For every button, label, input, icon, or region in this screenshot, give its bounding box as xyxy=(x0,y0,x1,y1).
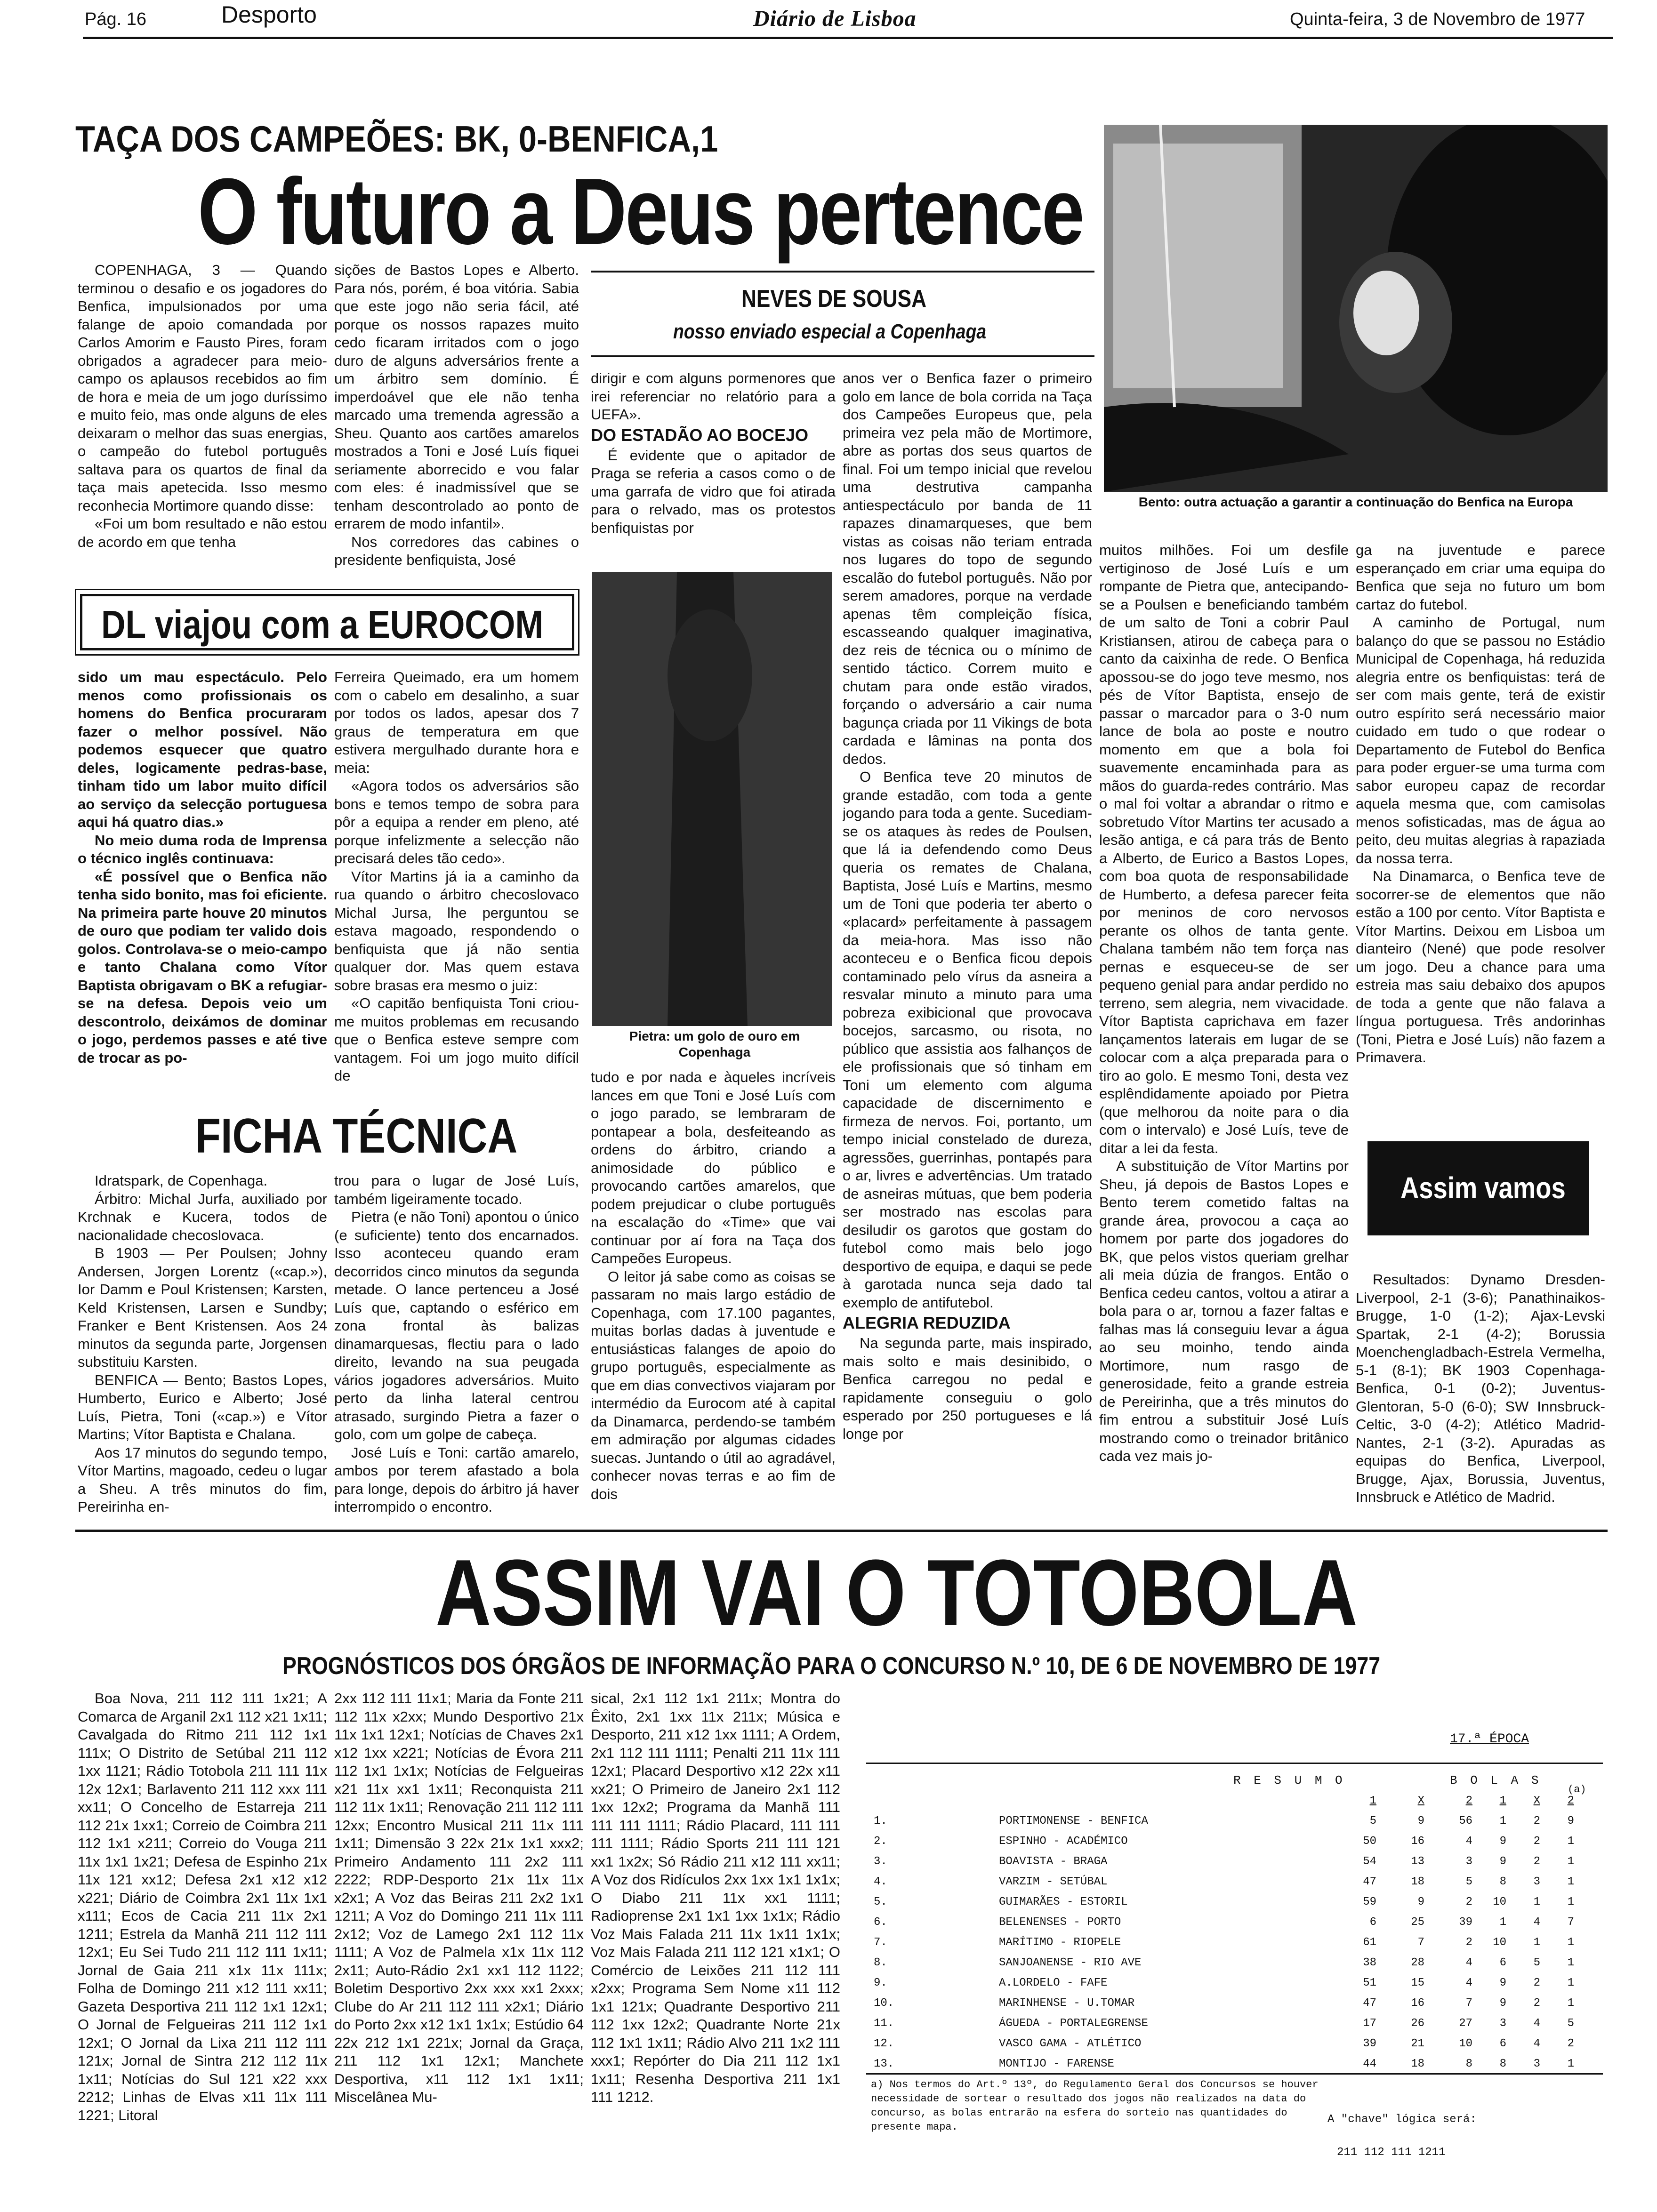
paragraph: É evidente que o apitador de Praga se referia a casos como o de uma garrafa de vidro que foi atirada para o relvado, mas os protestos benfiquistas por xyxy=(591,447,836,536)
header-note-a: (a) xyxy=(1568,1784,1586,1795)
bolas-value: 9 xyxy=(1499,1835,1506,1848)
resumo-value: 56 xyxy=(1459,1815,1472,1827)
table-row xyxy=(871,1973,1577,1993)
paragraph: Boa Nova, 211 112 111 1x21; A Comarca de Arganil 2x1 112 x21 1x11; Cavalgada do Ritmo 211 112 1x1 111x; O Distrito de Setúbal 211 112 1xx 1121; Rádio Totobola 211 111 11x 12x 12x1; Barlavento 211 112 xxx 111 xx11; O Concelho de Estarreja 211 112 21x 1xx1; Correio de Coimbra 211 112 1x1 x211; Correio do Vouga 211 11x 1x1 1x21; Defesa de Espinho 21x 11x 121 xx12; Defesa 2x1 x12 x12 x221; Diário de Coimbra 2x1 11x 1x1 x111; Ecos de Cacia 211 11x 2x1 1211; Estrela da Manhã 211 112 111 12x1; Eu Sei Tudo 211 112 111 1x11; Jornal de Gaia 211 x1x 11x 111x; Folha de Domingo 211 x12 111 xx11; Gazeta Desportiva 211 112 1x1 12x1; O Jornal de Felgueiras 211 112 1x1 12x1; O Jornal da Lixa 211 112 111 121x; Jornal de Sintra 212 112 11x 1x11; Notícias do Sul 121 x22 xxx 2212; Linhas de Elvas x11 11x 111 1221; Litoral xyxy=(78,1690,327,2124)
bolas-value: 1 xyxy=(1567,1855,1574,1868)
paragraph: anos ver o Benfica fazer o primeiro golo em lance de bola corrida na Taça dos Campeões Europeus que, pela primeira vez pela mão de Mortimore, abre as portas dos seus quartos de final. Foi um tempo inicial que revelou uma destrutiva campanha antiespectáculo por banda de 11 rapazes dinamarqueses, que bem vistas as coisas não teriam entrada nos lugares do topo de segundo escalão do futebol português. Não por serem amadores, porque na verdade apenas têm compleição física, escasseando qualquer imaginativa, dez reis de técnica ou o mínimo de sentido táctico. Correm muito e chutam para onde estão virados, forçando o adversário a cair numa bagunça criada por 11 Vikings de bota cardada e lâminas na ponta dos dedos. xyxy=(843,370,1092,767)
pietra-photo xyxy=(592,572,832,1026)
byline-role: nosso enviado especial a Copenhaga xyxy=(673,320,987,343)
bolas-value: 9 xyxy=(1499,1977,1506,1989)
ficha-title: FICHA TÉCNICA xyxy=(195,1109,518,1163)
bolas-value: 5 xyxy=(1533,1956,1540,1969)
match-name: PORTIMONENSE - BENFICA xyxy=(999,1815,1148,1827)
paragraph: Na segunda parte, mais inspirado, mais solto e mais desinibido, o Benfica carregou no pedal e rapidamente conseguiu o golo esperado por 250 portugueses e lá longe por xyxy=(843,1335,1092,1442)
match-name: SANJOANENSE - RIO AVE xyxy=(999,1956,1142,1969)
paragraph: Árbitro: Michal Jurfa, auxiliado por Krchnak e Kucera, todos de nacionalidade checoslovaca. xyxy=(78,1190,327,1243)
paragraph: José Luís e Toni: cartão amarelo, ambos por terem afastado a bola para longe, depois do árbitro já haver interrompido o encontro. xyxy=(334,1444,579,1515)
row-number: 10. xyxy=(874,1997,894,2010)
paragraph: BENFICA — Bento; Bastos Lopes, Humberto, Eurico e Alberto; José Luís, Pietra, Toni («cap.») e Vítor Martins; Vítor Baptista e Chalana. xyxy=(78,1371,327,1443)
header-bolas: B O L A S xyxy=(1450,1773,1542,1787)
row-number: 7. xyxy=(874,1936,887,1949)
article-col3-bottom xyxy=(591,1068,836,1520)
resumo-value: 18 xyxy=(1411,2058,1424,2070)
resumo-value: 4 xyxy=(1465,1956,1472,1969)
byline-rule-bottom xyxy=(591,355,1094,357)
totobola-col1 xyxy=(78,1690,327,2205)
goalkeeper-silhouette xyxy=(1104,125,1608,492)
resumo-value: 17 xyxy=(1363,2017,1376,2030)
resumo-value: 16 xyxy=(1411,1835,1424,1848)
masthead-rule xyxy=(83,37,1613,39)
table-row xyxy=(871,1831,1577,1851)
resumo-value: 2 xyxy=(1465,1896,1472,1908)
paragraph: Idratspark, de Copenhaga. xyxy=(95,1172,268,1189)
bolas-value: 1 xyxy=(1533,1936,1540,1949)
bento-photo-caption: Bento: outra actuação a garantir a continuação do Benfica na Europa xyxy=(1138,495,1573,509)
resumo-value: 59 xyxy=(1363,1896,1376,1908)
resumo-value: 8 xyxy=(1465,2058,1472,2070)
table-footnote: a) Nos termos do Art.º 13º, do Regulamento Geral dos Concursos se houver necessidade de sortear o resultado dos jogos não realizados na data do concurso, as bolas entrarão na esfera do sorteio nas quantidades do presente mapa. xyxy=(871,2079,1319,2133)
match-name: MONTIJO - FARENSE xyxy=(999,2058,1114,2070)
bolas-value: 9 xyxy=(1567,1815,1574,1827)
paragraph: B 1903 — Per Poulsen; Johny Andersen, Jorgen Lorentz («cap.»), Ior Damm e Poul Kristensen; Karsten, Keld Kristensen, Larsen e Sundby; Franker e Bent Kristensen. Aos 24 minutos da segunda parte, Jorgensen substituiu Karsten. xyxy=(78,1245,327,1370)
match-name: VARZIM - SETÚBAL xyxy=(999,1875,1108,1888)
bolas-value: 10 xyxy=(1493,1896,1506,1908)
ficha-col2 xyxy=(334,1172,579,1520)
row-number: 11. xyxy=(874,2017,894,2030)
kicker: TAÇA DOS CAMPEÕES: BK, 0-BENFICA,1 xyxy=(75,118,718,160)
paragraph: sido um mau espectáculo. Pelo menos como profissionais os homens do Benfica procuraram fazer o melhor possível. Não podemos esquecer que quatro deles, logicamente pedras-base, tinham tido um labor muito difícil ao serviço da selecção portuguesa aqui há quatro dias.» xyxy=(78,669,327,830)
assim-vamos-label: Assim vamos xyxy=(1400,1171,1566,1205)
bolas-value: 1 xyxy=(1567,1896,1574,1908)
col-head: X xyxy=(1417,1795,1424,1807)
table-row xyxy=(871,1912,1577,1932)
paragraph: O leitor já sabe como as coisas se passaram no mais largo estádio de Copenhaga, com 17.100 pagantes, muitas borlas dadas à juventude e entusiásticas falanges de apoio do grupo português, especialmente as que em dias convectivos viajaram por intermédio da Eurocom até à capital da Dinamarca, perdendo-se também em admiração por algumas cidades suecas. Juntando o útil ao agradável, conhecer novas terras e ao fim de dois xyxy=(591,1268,836,1502)
chave-label: A "chave" lógica será: xyxy=(1327,2113,1477,2126)
paragraph: «Agora todos os adversários são bons e temos tempo de sobra para pôr a equipa a render em pleno, até porque infelizmente a selecção não precisará deles tão cedo». xyxy=(334,777,579,866)
issue-date: Quinta-feira, 3 de Novembro de 1977 xyxy=(1290,9,1585,29)
table-row xyxy=(871,1851,1577,1872)
bolas-value: 1 xyxy=(1533,1896,1540,1908)
article-col2-top xyxy=(334,261,579,581)
resumo-value: 39 xyxy=(1363,2037,1376,2050)
bolas-value: 1 xyxy=(1567,2058,1574,2070)
paragraph: ga na juventude e parece esperançado em criar uma equipa do Benfica que seja no futuro um bom cartaz do futebol. xyxy=(1356,542,1605,613)
resumo-value: 2 xyxy=(1465,1936,1472,1949)
paragraph: sical, 2x1 112 1x1 211x; Montra do Êxito, 2x1 1xx 11x 211x; Música e Desporto, 211 x12 1xx 1111; A Ordem, 2x1 112 111 1111; Penalti 211 11x 111 12x1; Placard Desportivo x12 22x x11 xx21; O Primeiro de Janeiro 2x1 112 1xx 12x2; Programa da Manhã 111 111 111 1111; Rádio Placard, 111 111 111 1111; Rádio Sports 211 111 121 xx1 1x2x; Só Rádio 211 x12 111 xx11; A Voz dos Ridículos 2xx 1xx 1x1 1x1x; O Diabo 211 11x xx1 1111; Radioprense 2x1 1x1 1xx 1x1x; Rádio Voz Mais Falada 211 11x 1x11 1x1x; Voz Mais Falada 211 112 121 x1x1; O Comércio de Leixões 211 112 111 x2xx; Programa Sem Nome x11 112 1x1 121x; Quadrante Desportivo 211 112 1xx 12x2; Quadrante Norte 21x 112 1x1 1x11; Rádio Alvo 211 1x2 111 xxx1; Repórter do Dia 211 112 1x1 1x11; Resenha Desportiva 211 1x1 111 1212. xyxy=(591,1690,840,2105)
row-number: 2. xyxy=(874,1835,887,1848)
bolas-value: 4 xyxy=(1533,2037,1540,2050)
table-row xyxy=(871,2054,1577,2074)
bolas-value: 2 xyxy=(1533,1815,1540,1827)
paragraph: Pietra (e não Toni) apontou o único (e suficiente) tento dos encarnados. Isso aconteceu quando eram decorridos cinco minutos da segunda metade. O lance pertenceu a José Luís que, captando o esférico em zona frontal às balizas dinamarquesas, flectiu para o lado direito, levando na sua peugada vários jogadores adversários. Muito perto da linha lateral centrou atrasado, surgindo Pietra a fazer o golo, com um golpe de cabeça. xyxy=(334,1209,579,1443)
col-head: 2 xyxy=(1465,1795,1472,1807)
match-name: ESPINHO - ACADÉMICO xyxy=(999,1835,1128,1848)
resumo-value: 61 xyxy=(1363,1936,1376,1949)
row-number: 1. xyxy=(874,1815,887,1827)
resumo-value: 9 xyxy=(1417,1896,1424,1908)
article-col5 xyxy=(1099,541,1349,1520)
bolas-value: 4 xyxy=(1533,1916,1540,1929)
results-table xyxy=(871,1791,1577,2074)
paragraph: trou para o lugar de José Luís, também ligeiramente tocado. xyxy=(334,1172,579,1207)
bolas-value: 1 xyxy=(1567,1956,1574,1969)
article-col4 xyxy=(843,369,1092,1520)
paragraph: «É possível que o Benfica não tenha sido bonito, mas foi eficiente. Na primeira parte houve 20 minutos de ouro que podiam ter valido dois golos. Controlava-se o meio-campo e tanto Chalana como Vítor Baptista obrigavam o BK a refugiar-se na defesa. Depois veio um descontrolo, deixámos de dominar o jogo, perdemos passes e até tive de trocar as po- xyxy=(78,868,327,1066)
resumo-value: 54 xyxy=(1363,1855,1376,1868)
resumo-value: 16 xyxy=(1411,1997,1424,2010)
resumo-value: 47 xyxy=(1363,1875,1376,1888)
assim-vamos-results xyxy=(1356,1271,1605,1520)
totobola-subtitle: PROGNÓSTICOS DOS ÓRGÃOS DE INFORMAÇÃO PARA O CONCURSO N.º 10, DE 6 DE NOVEMBRO DE 1977 xyxy=(282,1652,1381,1680)
resumo-value: 7 xyxy=(1465,1997,1472,2010)
row-number: 3. xyxy=(874,1855,887,1868)
totobola-col3 xyxy=(591,1690,840,2205)
article-col6 xyxy=(1356,541,1605,1153)
resumo-value: 4 xyxy=(1465,1977,1472,1989)
resumo-value: 27 xyxy=(1459,2017,1472,2030)
resumo-value: 5 xyxy=(1465,1875,1472,1888)
paragraph: O Benfica teve 20 minutos de grande estadão, com toda a gente jogando para toda a gente. Sucediam-se os ataques às redes de Poulsen, que lá ia defendendo como Deus queria os remates de Chalana, Baptista, José Luís e Martins, mesmo um de Toni que poderia ter aberto o «placard» perfeitamente à passagem da meia-hora. Mas isso não aconteceu e o Benfica ficou depois contaminado pelo vírus da asneira a resvalar minuto a minuto para uma pobreza exibicional que provocava bocejos, sarcasmo, ou risota, no público que assistia aos falhanços de ele profissionais que só tinham em Toni um elemento com alguma capacidade de discernimento e firmeza de nervos. Foi, portanto, um tempo inicial constelado de dureza, agressões, guerrinhas, pontapés para o ar, livres e advertências. Um tratado de asneiras mútuas, que bem poderia ser mostrado nas escolas para desiludir os garotos que gostam do futebol como mais belo jogo desportivo de equipa, e daqui se pede à garotada nunca seja dado tal exemplo de antifutebol. xyxy=(843,769,1092,1311)
bolas-value: 1 xyxy=(1567,1997,1574,2010)
resumo-value: 21 xyxy=(1411,2037,1424,2050)
table-col-heads xyxy=(871,1791,1577,1811)
article-col1-bottom xyxy=(78,668,327,1092)
article-col3-top xyxy=(591,369,836,567)
resumo-value: 51 xyxy=(1363,1977,1376,1989)
resumo-value: 9 xyxy=(1417,1815,1424,1827)
table-row xyxy=(871,2034,1577,2054)
bolas-value: 1 xyxy=(1499,1916,1506,1929)
bolas-value: 6 xyxy=(1499,1956,1506,1969)
resumo-value: 38 xyxy=(1363,1956,1376,1969)
resumo-value: 13 xyxy=(1411,1855,1424,1868)
resumo-value: 18 xyxy=(1411,1875,1424,1888)
resumo-value: 3 xyxy=(1465,1855,1472,1868)
resumo-value: 26 xyxy=(1411,2017,1424,2030)
paragraph: Resultados: Dynamo Dresden-Liverpool, 2-1 (3-6); Panathinaikos-Brugge, 1-0 (1-2); Ajax-Levski Spartak, 2-1 (4-2); Borussia Moenchengladbach-Estrela Vermelha, 5-1 (8-1); BK 1903 Copenhaga-Benfica, 0-1 (0-2); Juventus-Glentoran, 5-0 (6-0); SW Innsbruck-Celtic, 3-0 (4-2); Atlético Madrid-Nantes, 2-1 (3-2). Apuradas as equipas do Benfica, Liverpool, Brugge, Ajax, Borussia, Juventus, Innsbruck e Atlético de Madrid. xyxy=(1356,1271,1605,1505)
eurocom-box-title: DL viajou com a EUROCOM xyxy=(101,602,543,647)
row-number: 12. xyxy=(874,2037,894,2050)
assim-vamos-box xyxy=(1367,1141,1589,1235)
paragraph: Aos 17 minutos do segundo tempo, Vítor Martins, magoado, cedeu o lugar a Sheu. A três minutos do fim, Pereirinha en- xyxy=(78,1444,327,1515)
resumo-value: 15 xyxy=(1411,1977,1424,1989)
totobola-col2 xyxy=(334,1690,584,2205)
paragraph: Nos corredores das cabines o presidente benfiquista, José xyxy=(334,533,579,568)
bolas-value: 1 xyxy=(1567,1835,1574,1848)
col-head: 1 xyxy=(1499,1795,1506,1807)
section-divider xyxy=(75,1530,1608,1532)
resumo-value: 47 xyxy=(1363,1997,1376,2010)
table-row xyxy=(871,1892,1577,1912)
byline-rule-top xyxy=(591,271,1094,272)
bolas-value: 8 xyxy=(1499,1875,1506,1888)
paragraph: No meio duma roda de Imprensa o técnico inglês continuava: xyxy=(78,832,327,866)
row-number: 5. xyxy=(874,1896,887,1908)
bolas-value: 2 xyxy=(1567,2037,1574,2050)
header-resumo: R E S U M O xyxy=(1233,1773,1345,1787)
paragraph: «Foi um bom resultado e não estou de acordo em que tenha xyxy=(78,515,327,550)
paragraph: muitos milhões. Foi um desfile vertiginoso de José Luís e um rompante de Pietra que, antecipando-se a Poulsen e beneficiando também de um salto de Toni a cobrir Paul Kristiansen, atirou de cabeça para o canto da caixinha de rede. O Benfica apossou-se do jogo teve mesmo, nos pés de Vítor Baptista, ensejo de passar o marcador para o 3-0 num lance de bola ao poste e noutro momento em que a bola foi suavemente encaminhada para as mãos do guarda-redes contrário. Mas o mal foi voltar a abrandar o ritmo e sobretudo Vítor Martins ter acusado a lesão antiga, e cá para trás de Bento a Alberto, de Eurico a Bastos Lopes, com boa quota de responsabilidade de Humberto, a defesa parecer feita por meninos de coro nervosos perante os olhos de tanta gente. Chalana também não tem força nas pernas e esqueceu-se de ser pequeno genial para andar perdido no terreno, sem alegria, nem vivacidade. Vítor Baptista caprichava em fazer lançamentos laterais em lugar de se colocar com a alça preparada para o tiro ao golo. E mesmo Toni, desta vez esplêndidamente apoiado por Pietra (que melhorou da noite para o dia com o intervalo) e José Luís, teve de ditar a lei da festa. xyxy=(1099,542,1349,1156)
match-name: GUIMARÃES - ESTORIL xyxy=(999,1896,1128,1908)
table-row xyxy=(871,1811,1577,1831)
col-head: 2 xyxy=(1567,1795,1574,1807)
table-row xyxy=(871,1953,1577,1973)
match-name: ÁGUEDA - PORTALEGRENSE xyxy=(999,2017,1148,2030)
match-name: A.LORDELO - FAFE xyxy=(999,1977,1108,1989)
match-name: VASCO GAMA - ATLÉTICO xyxy=(999,2037,1142,2050)
paragraph: 2xx 112 111 11x1; Maria da Fonte 211 112 11x x2xx; Mundo Desportivo 21x 11x 1x1 12x1; Notícias de Chaves 2x1 x12 1xx x221; Notícias de Évora 211 112 1x1 1x1x; Notícias de Felgueiras x21 11x xx1 1x11; Reconquista 211 112 11x 1x11; Renovação 211 112 111 12xx; Encontro Musical 211 11x 111 1x11; Dimensão 3 22x 21x 1x1 xxx2; Primeiro Andamento 111 2x2 111 2222; RDP-Desporto 21x 11x 11x x2x1; A Voz das Beiras 211 2x2 1x1 1211; A Voz do Domingo 211 11x 111 2x12; Voz de Lamego 2x1 112 11x 1111; A Voz de Palmela x1x 11x 112 2x11; Auto-Rádio 2x1 xx1 112 1122; Boletim Desportivo 2xx xxx xx1 2xxx; Clube do Ar 211 112 111 x2x1; Diário do Porto 2xx x12 1x1 1x1x; Estúdio 64 22x 212 1x1 221x; Jornal da Graça, 211 112 1x1 12x1; Manchete Desportiva, x11 112 1x1 1x11; Miscelânea Mu- xyxy=(334,1690,584,2105)
bolas-value: 1 xyxy=(1567,1936,1574,1949)
paragraph: Na Dinamarca, o Benfica teve de socorrer-se de elementos que não estão a 100 por cento. Vítor Baptista e Vítor Martins. Deixou em Lisboa um dianteiro (Nené) que pode resolver um jogo. Deu a chance para uma estreia mas saiu debaixo dos apupos de toda a gente que não falava a língua portuguesa. Três andorinhas (Toni, Pietra e José Luís) não fazem a Primavera. xyxy=(1356,868,1605,1066)
table-rule-top xyxy=(866,1763,1603,1764)
row-number: 6. xyxy=(874,1916,887,1929)
bolas-value: 7 xyxy=(1567,1916,1574,1929)
resumo-value: 4 xyxy=(1465,1835,1472,1848)
ficha-col1 xyxy=(78,1172,327,1520)
byline-name: NEVES DE SOUSA xyxy=(741,285,926,313)
bolas-value: 9 xyxy=(1499,1997,1506,2010)
newspaper-name: Diário de Lisboa xyxy=(753,6,917,31)
article-col2-bottom xyxy=(334,668,579,1092)
headline: O futuro a Deus pertence xyxy=(198,159,1083,264)
bolas-value: 1 xyxy=(1499,1815,1506,1827)
bolas-value: 1 xyxy=(1567,1977,1574,1989)
resumo-value: 6 xyxy=(1369,1916,1376,1929)
table-row xyxy=(871,2013,1577,2034)
resumo-value: 25 xyxy=(1411,1916,1424,1929)
bolas-value: 2 xyxy=(1533,1855,1540,1868)
row-number: 4. xyxy=(874,1875,887,1888)
totobola-title: ASSIM VAI O TOTOBOLA xyxy=(435,1540,1358,1645)
paragraph: dirigir e com alguns pormenores que irei referenciar no relatório para a UEFA». xyxy=(591,370,836,423)
resumo-value: 28 xyxy=(1411,1956,1424,1969)
paragraph: «O capitão benfiquista Toni criou-me muitos problemas em recusando que o Benfica esteve sempre com vantagem. Foi um jogo muito difícil de xyxy=(334,995,579,1084)
bolas-value: 3 xyxy=(1533,2058,1540,2070)
match-name: BELENENSES - PORTO xyxy=(999,1916,1121,1929)
bolas-value: 9 xyxy=(1499,1855,1506,1868)
row-number: 13. xyxy=(874,2058,894,2070)
paragraph: COPENHAGA, 3 — Quando terminou o desafio e os jogadores do Benfica, impulsionados por uma falange de apoio comandada por Carlos Amorim e Fausto Pires, foram obrigados a agradecer para meio-campo os aplausos recebidos ao fim de hora e meia de um jogo duríssimo e muito feio, mas onde alguns de eles deixaram o melhor das suas energias, o campeão do futebol português saltava para os quartos de final da taça mais apetecida. Isso mesmo reconhecia Mortimore quando disse: xyxy=(78,262,327,514)
resumo-value: 7 xyxy=(1417,1936,1424,1949)
bolas-value: 5 xyxy=(1567,2017,1574,2030)
article-col1-top xyxy=(78,261,327,581)
chave-value: 211 112 111 1211 xyxy=(1337,2146,1446,2159)
bolas-value: 8 xyxy=(1499,2058,1506,2070)
bolas-value: 3 xyxy=(1533,1875,1540,1888)
col-head: 1 xyxy=(1369,1795,1376,1807)
paragraph: Vítor Martins já ia a caminho da rua quando o árbitro checoslovaco Michal Jursa, lhe perguntou se estava magoado, respondendo o benfiquista que já não sentia qualquer dor. Mas quem estava sobre brasas era mesmo o juiz: xyxy=(334,868,579,994)
page-number: Pág. 16 xyxy=(85,9,146,29)
col-head: X xyxy=(1533,1795,1540,1807)
paragraph: tudo e por nada e àqueles incríveis lances em que Toni e José Luís com o jogo parado, se lembraram de pontapear a bola, desfeiteando as ordens do árbitro, criando a animosidade do público e provocando cartões amarelos, que podem prejudicar o clube português na escalação do «Time» que vai continuar por aí fora na Taça dos Campeões Europeus. xyxy=(591,1069,836,1266)
resumo-value: 5 xyxy=(1369,1815,1376,1827)
resumo-value: 50 xyxy=(1363,1835,1376,1848)
table-row xyxy=(871,1932,1577,1953)
subheading: ALEGRIA REDUZIDA xyxy=(843,1313,1011,1332)
match-name: MARÍTIMO - RIOPELE xyxy=(999,1936,1121,1949)
resumo-value: 39 xyxy=(1459,1916,1472,1929)
table-row xyxy=(871,1872,1577,1892)
table-rule-bottom xyxy=(866,2073,1603,2075)
bolas-value: 6 xyxy=(1499,2037,1506,2050)
resumo-value: 10 xyxy=(1459,2037,1472,2050)
epoca-label: 17.ª ÉPOCA xyxy=(1450,1732,1529,1747)
table-row xyxy=(871,1993,1577,2013)
row-number: 9. xyxy=(874,1977,887,1989)
section-label: Desporto xyxy=(221,1,317,28)
bolas-value: 1 xyxy=(1567,1875,1574,1888)
bolas-value: 2 xyxy=(1533,1835,1540,1848)
match-name: MARINHENSE - U.TOMAR xyxy=(999,1997,1135,2010)
paragraph: A substituição de Vítor Martins por Sheu, já depois de Bastos Lopes e Bento terem cometido faltas na grande área, provocou a caça ao homem por parte dos jogadores do BK, que pelos vistos queriam grelhar ali meia dúzia de frangos. Então o Benfica cedeu cantos, voltou a atirar a bola para o ar, tornou a fazer faltas e falhas mas lá conseguiu levar a água ao seu moinho, tendo ainda Mortimore, num rasgo de generosidade, feito a grande estreia de Pereirinha, que a três minutos do fim entrou a substituir José Luís mostrando como o treinador britânico cada vez mais jo- xyxy=(1099,1158,1349,1464)
player-silhouette xyxy=(592,572,832,1026)
bento-photo xyxy=(1104,125,1608,492)
eurocom-box xyxy=(80,594,574,650)
row-number: 8. xyxy=(874,1956,887,1969)
bolas-value: 3 xyxy=(1499,2017,1506,2030)
bolas-value: 2 xyxy=(1533,1997,1540,2010)
bolas-value: 2 xyxy=(1533,1977,1540,1989)
resumo-value: 44 xyxy=(1363,2058,1376,2070)
pietra-photo-caption: Pietra: um golo de ouro em Copenhaga xyxy=(629,1029,800,1059)
match-name: BOAVISTA - BRAGA xyxy=(999,1855,1108,1868)
bolas-value: 4 xyxy=(1533,2017,1540,2030)
paragraph: Ferreira Queimado, era um homem com o cabelo em desalinho, a suar por todos os lados, apesar dos 7 graus de temperatura em que estivera mergulhado durante hora e meia: xyxy=(334,669,579,776)
paragraph: A caminho de Portugal, num balanço do que se passou no Estádio Municipal de Copenhaga, há reduzida alegria entre os benfiquistas: terá de ser com mais gente, terá de existir outro espírito será necessário maior cuidado em tudo o que rodear o Departamento de Futebol do Benfica para poder erguer-se uma turma com sabor europeu capaz de recordar aquela mesma que, com camisolas menos sofisticadas, mas de água ao peito, deu muitas alegrias à rapaziada da nossa terra. xyxy=(1356,614,1605,866)
paragraph: sições de Bastos Lopes e Alberto. Para nós, porém, é boa vitória. Sabia que este jogo não seria fácil, até porque os nossos rapazes muito cedo ficaram irritados com o jogo duro de alguns adversários frente a um árbitro sem domínio. É imperdoável que ele não tenha marcado uma tremenda agressão a Sheu. Quanto aos cartões amarelos mostrados a Toni e José Luís fiquei seriamente aborrecido e vou falar com eles: é inadmissível que se tenham descontrolado ao ponto de errarem de modo infantil». xyxy=(334,262,579,532)
subheading: DO ESTADÃO AO BOCEJO xyxy=(591,425,809,445)
bolas-value: 10 xyxy=(1493,1936,1506,1949)
